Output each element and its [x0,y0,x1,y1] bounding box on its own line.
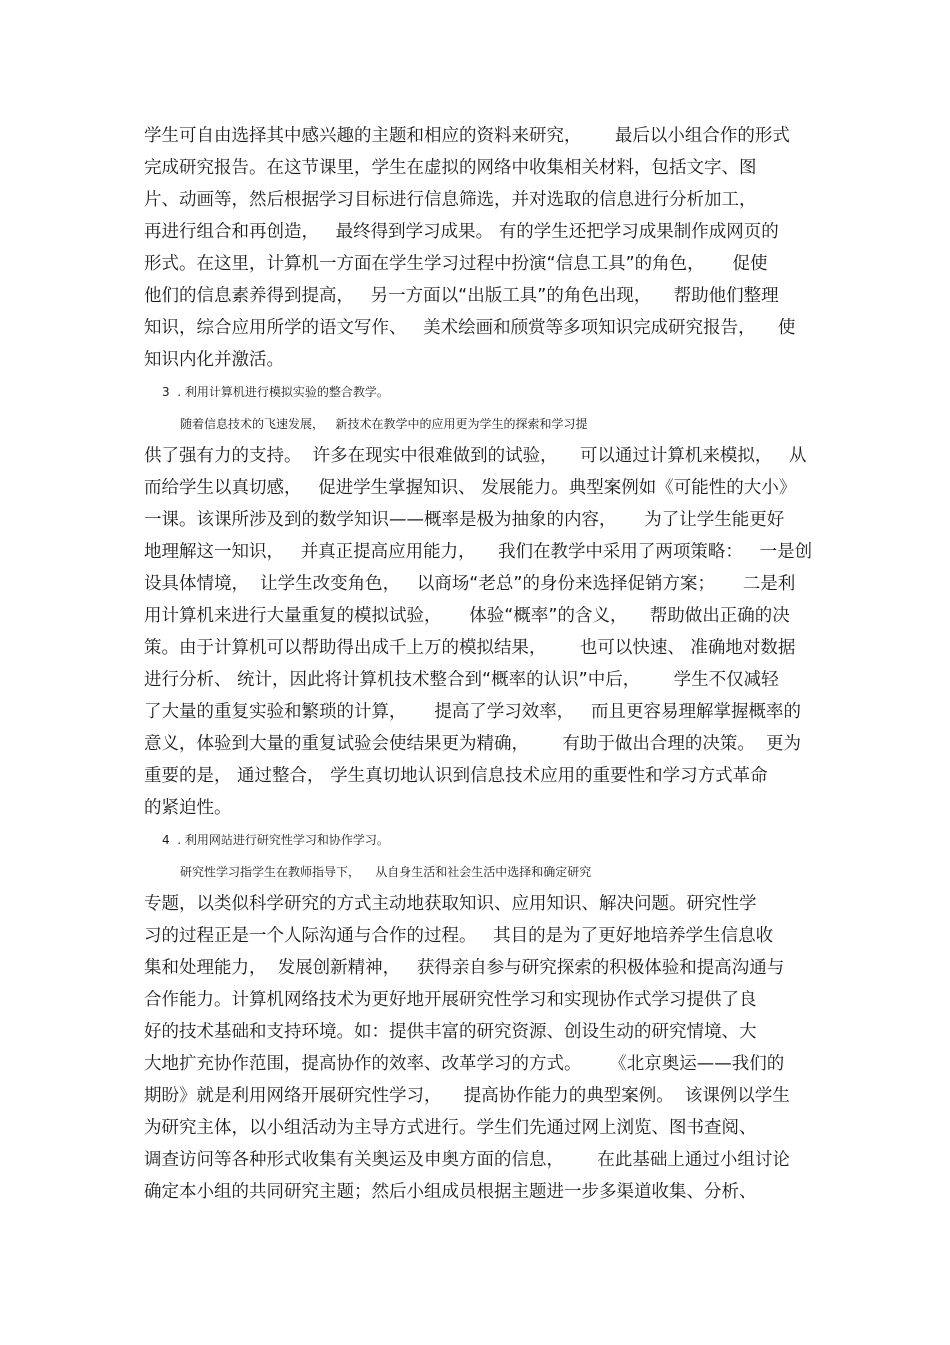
body-line: 再进行组合和再创造， 最终得到学习成果。 有的学生还把学习成果制作成网页的 [144,222,779,242]
body-line: 集和处理能力， 发展创新精神， 获得亲自参与研究探索的积极体验和提高沟通与 [144,958,785,978]
body-line: 设具体情境， 让学生改变角色， 以商场“老总”的身份来选择促销方案； 二是利 [144,574,796,594]
body-line: 学生可自由选择其中感兴趣的主题和相应的资料来研究， 最后以小组合作的形式 [144,126,790,146]
body-line: 重要的是， 通过整合， 学生真切地认识到信息技术应用的重要性和学习方式革命 [144,766,768,786]
body-line: 习的过程正是一个人际沟通与合作的过程。 其目的是为了更好地培养学生信息收 [144,926,774,946]
body-line: 进行分析、 统计，因此将计算机技术整合到“概率的认识”中后， 学生不仅减轻 [144,670,779,690]
body-line: 调查访问等各种形式收集有关奥运及申奥方面的信息， 在此基础上通过小组讨论 [144,1150,790,1170]
body-line: 好的技术基础和支持环境。如：提供丰富的研究资源、创设生动的研究情境、大 [144,1022,757,1042]
body-line: 为研究主体，以小组活动为主导方式进行。学生们先通过网上浏览、图书查阅、 [144,1118,757,1138]
body-line: 意义，体验到大量的重复试验会使结果更为精确， 有助于做出合理的决策。 更为 [144,734,801,754]
body-line: 而给学生以真切感， 促进学生掌握知识、 发展能力。典型案例如《可能性的大小》 [144,478,797,498]
body-line: 合作能力。计算机网络技术为更好地开展研究性学习和实现协作式学习提供了良 [144,990,757,1010]
body-line: 地理解这一知识， 并真正提高应用能力， 我们在教学中采用了两项策略： 一是创 [144,542,813,562]
body-line: 完成研究报告。在这节课里，学生在虚拟的网络中收集相关材料，包括文字、图 [144,158,757,178]
body-line: 了大量的重复实验和繁琐的计算， 提高了学习效率， 而且更容易理解掌握概率的 [144,702,801,722]
body-line: 供了强有力的支持。 许多在现实中很难做到的试验， 可以通过计算机来模拟， 从 [144,446,807,466]
body-line: 片、动画等，然后根据学习目标进行信息筛选，并对选取的信息进行分析加工， [144,190,757,210]
section-heading-3: 3 . 利用计算机进行模拟实验的整合教学。 [162,385,389,399]
section-heading-4: 4 . 利用网站进行研究性学习和协作学习。 [162,833,389,847]
paragraph-first-line: 随着信息技术的飞速发展， 新技术在教学中的应用更为学生的探索和学习提 [180,417,588,431]
body-line: 用计算机来进行大量重复的模拟试验， 体验“概率”的含义， 帮助做出正确的决 [144,606,790,626]
body-line: 形式。在这里，计算机一方面在学生学习过程中扮演“信息工具”的角色， 促使 [144,254,768,274]
body-line: 一课。该课所涉及到的数学知识——概率是极为抽象的内容， 为了让学生能更好 [144,510,785,530]
body-line: 知识内化并激活。 [144,350,284,370]
body-line: 他们的信息素养得到提高， 另一方面以“出版工具”的角色出现， 帮助他们整理 [144,286,779,306]
paragraph-first-line: 研究性学习指学生在教师指导下， 从自身生活和社会生活中选择和确定研究 [180,865,592,879]
body-line: 知识，综合应用所学的语文写作、 美术绘画和颀赏等多项知识完成研究报告， 使 [144,318,796,338]
body-line: 期盼》就是利用网络开展研究性学习， 提高协作能力的典型案例。 该课例以学生 [144,1086,790,1106]
body-line: 的紧迫性。 [144,798,232,818]
body-line: 确定本小组的共同研究主题；然后小组成员根据主题进一步多渠道收集、分析、 [144,1182,757,1202]
body-line: 专题，以类似科学研究的方式主动地获取知识、应用知识、解决问题。研究性学 [144,894,757,914]
body-line: 大地扩充协作范围，提高协作的效率、改革学习的方式。 《北京奥运——我们的 [144,1054,785,1074]
body-line: 策。由于计算机可以帮助得出成千上万的模拟结果， 也可以快速、 准确地对数据 [144,638,796,658]
